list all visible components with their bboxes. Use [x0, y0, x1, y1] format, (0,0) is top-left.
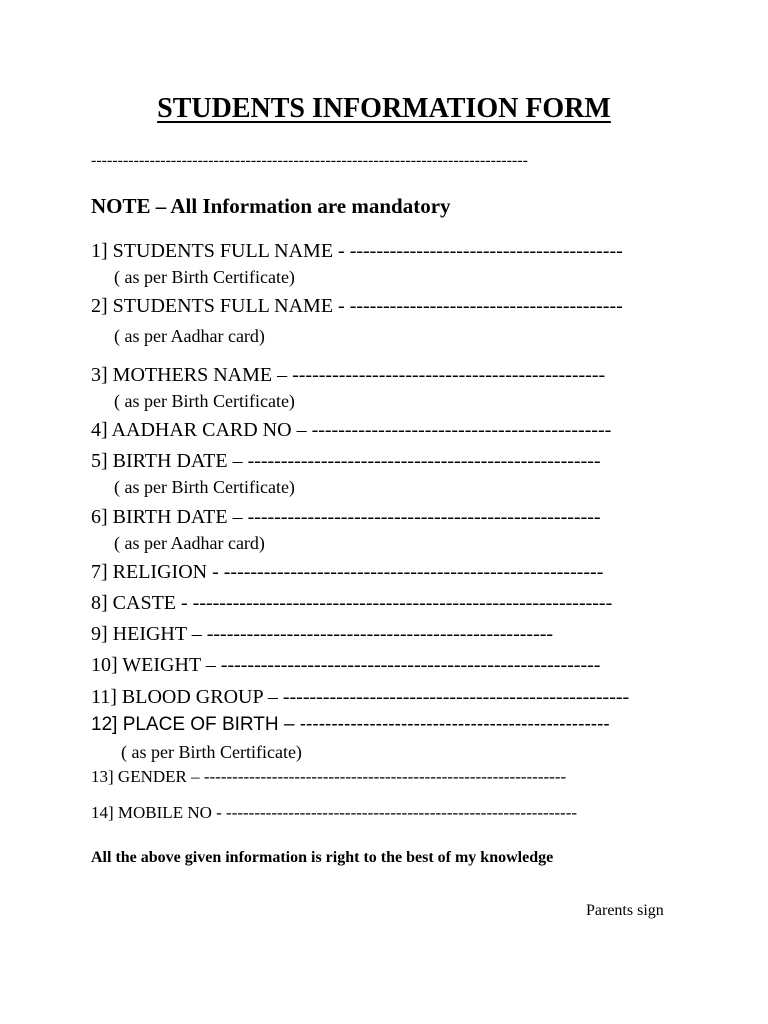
field-12-source-note: ( as per Birth Certificate) — [121, 742, 302, 762]
field-students-full-name-birth-certificate: 1] STUDENTS FULL NAME - ----------------------------------------- — [91, 240, 623, 262]
field-students-full-name-aadhar: 2] STUDENTS FULL NAME - ----------------------------------------- — [91, 295, 623, 317]
field-mobile-no: 14] MOBILE NO - -------------------------------------------------------------- — [91, 803, 578, 822]
field-5-source-note: ( as per Birth Certificate) — [114, 477, 295, 497]
field-2-source-note: ( as per Aadhar card) — [114, 326, 265, 346]
field-place-of-birth: 12] PLACE OF BIRTH – ------------------------------------------------- — [91, 714, 610, 735]
field-birth-date-birth-certificate: 5] BIRTH DATE – ----------------------------------------------------- — [91, 450, 601, 472]
field-mothers-name: 3] MOTHERS NAME – ----------------------------------------------- — [91, 364, 606, 386]
field-religion: 7] RELIGION - --------------------------------------------------------- — [91, 561, 604, 583]
field-caste: 8] CASTE - --------------------------------------------------------------- — [91, 592, 613, 614]
field-1-source-note: ( as per Birth Certificate) — [114, 267, 295, 287]
declaration-text: All the above given information is right to the best of my knowledge — [91, 849, 554, 866]
parents-sign-label: Parents sign — [586, 902, 664, 919]
field-weight: 10] WEIGHT – --------------------------------------------------------- — [91, 654, 601, 676]
field-aadhar-card-no: 4] AADHAR CARD NO – --------------------------------------------- — [91, 419, 612, 441]
field-birth-date-aadhar: 6] BIRTH DATE – ----------------------------------------------------- — [91, 506, 601, 528]
field-height: 9] HEIGHT – ---------------------------------------------------- — [91, 623, 554, 645]
field-blood-group: 11] BLOOD GROUP – ---------------------------------------------------- — [91, 686, 630, 708]
field-gender: 13] GENDER – ---------------------------------------------------------------- — [91, 767, 567, 786]
field-6-source-note: ( as per Aadhar card) — [114, 533, 265, 553]
field-3-source-note: ( as per Birth Certificate) — [114, 391, 295, 411]
form-title: STUDENTS INFORMATION FORM — [157, 93, 611, 124]
title-separator-line: ---------------------------------------------------------------------------------- — [91, 152, 528, 169]
mandatory-note: NOTE – All Information are mandatory — [91, 194, 451, 218]
